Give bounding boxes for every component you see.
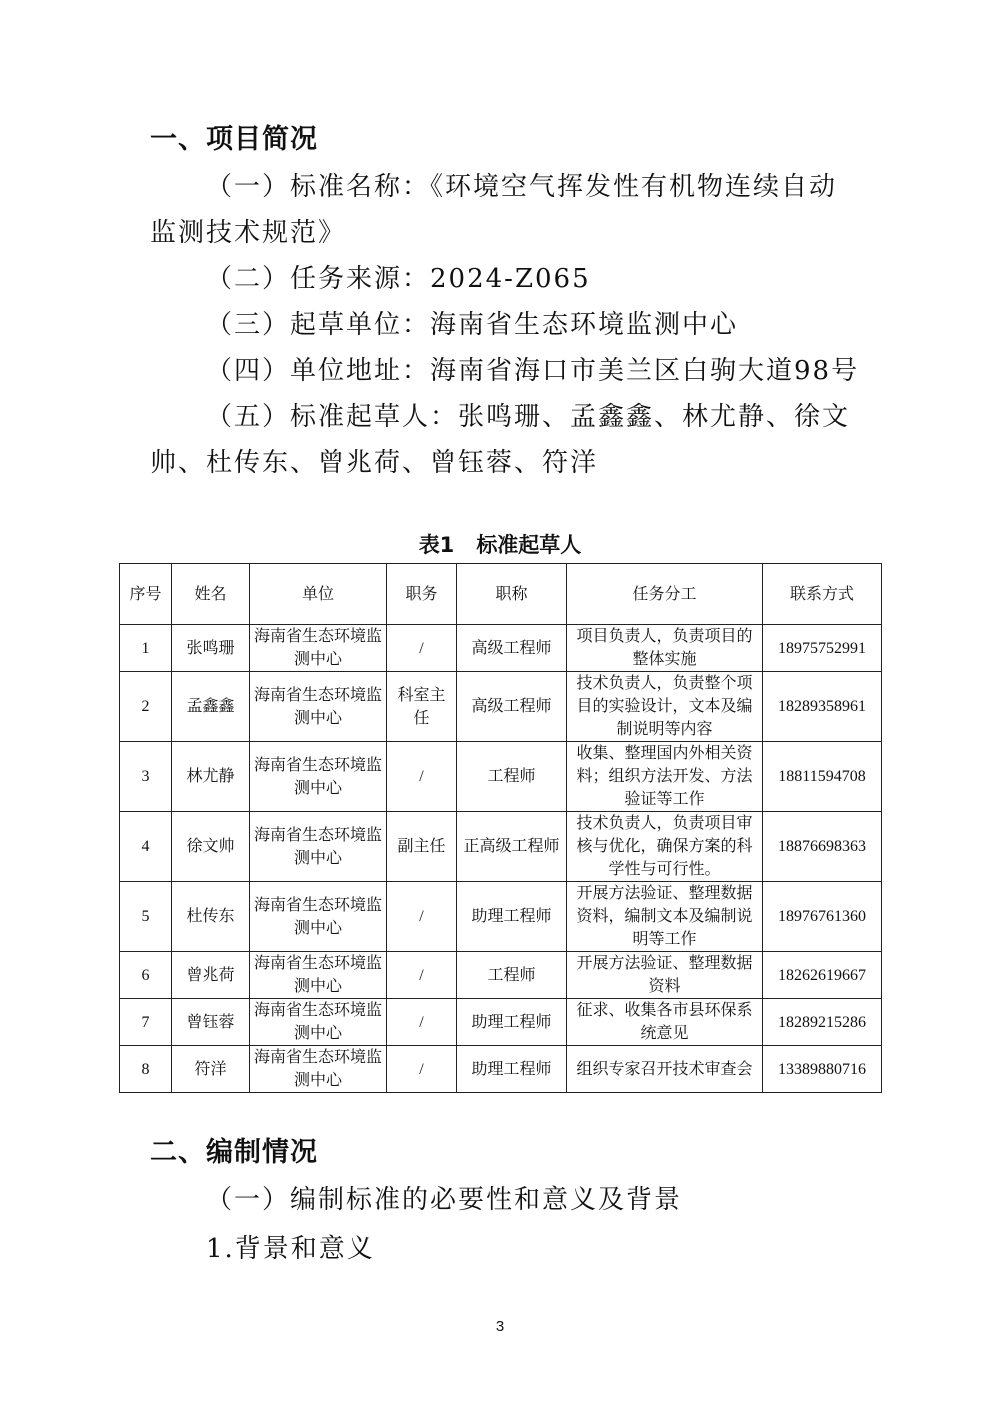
- drafters-table: [119, 563, 882, 1093]
- cell-seq: 8: [120, 1046, 172, 1093]
- cell-task: 开展方法验证、整理数据资料: [567, 952, 763, 999]
- cell-position: 科室主任: [387, 672, 457, 742]
- cell-task: 开展方法验证、整理数据资料，编制文本及编制说明等工作: [567, 882, 763, 952]
- unit-address-paragraph: （四）单位地址：海南省海口市美兰区白驹大道98号: [206, 356, 860, 386]
- header-seq: 序号: [120, 564, 172, 625]
- table-header-row: [120, 564, 882, 625]
- cell-name: 杜传东: [172, 882, 250, 952]
- cell-name: 曾钰蓉: [172, 999, 250, 1046]
- cell-position: /: [387, 625, 457, 672]
- cell-seq: 5: [120, 882, 172, 952]
- table-row: [120, 952, 882, 999]
- standard-name-paragraph: （一）标准名称：《环境空气挥发性有机物连续自动监测技术规范》: [150, 172, 838, 248]
- header-title: 职称: [457, 564, 567, 625]
- section-heading-project-overview: 一、项目简况: [150, 124, 318, 155]
- subsection-background-heading: 1.背景和意义: [206, 1234, 375, 1264]
- header-name: 姓名: [172, 564, 250, 625]
- cell-name: 林尤静: [172, 742, 250, 812]
- table-row: [120, 742, 882, 812]
- cell-unit: 海南省生态环境监测中心: [250, 1046, 387, 1093]
- header-unit: 单位: [250, 564, 387, 625]
- cell-task: 技术负责人，负责整个项目的实验设计，文本及编制说明等内容: [567, 672, 763, 742]
- table-row: [120, 1046, 882, 1093]
- cell-contact: 18811594708: [763, 742, 882, 812]
- cell-title: 工程师: [457, 742, 567, 812]
- cell-position: /: [387, 999, 457, 1046]
- cell-title: 助理工程师: [457, 1046, 567, 1093]
- cell-contact: 18289215286: [763, 999, 882, 1046]
- cell-seq: 7: [120, 999, 172, 1046]
- cell-unit: 海南省生态环境监测中心: [250, 625, 387, 672]
- table-row: [120, 625, 882, 672]
- cell-contact: 13389880716: [763, 1046, 882, 1093]
- table-caption: [0, 530, 1000, 560]
- cell-seq: 3: [120, 742, 172, 812]
- table-row: [120, 999, 882, 1046]
- cell-contact: 18876698363: [763, 812, 882, 882]
- cell-seq: 2: [120, 672, 172, 742]
- cell-task: 项目负责人，负责项目的整体实施: [567, 625, 763, 672]
- cell-contact: 18262619667: [763, 952, 882, 999]
- subsection-necessity-heading: （一）编制标准的必要性和意义及背景: [206, 1185, 683, 1215]
- cell-title: 高级工程师: [457, 625, 567, 672]
- drafters-paragraph: （五）标准起草人：张鸣珊、孟鑫鑫、林尤静、徐文帅、杜传东、曾兆荷、曾钰蓉、符洋: [150, 402, 851, 478]
- table-caption-number: 表1: [418, 533, 455, 557]
- cell-unit: 海南省生态环境监测中心: [250, 952, 387, 999]
- cell-name: 符洋: [172, 1046, 250, 1093]
- task-source-paragraph: （二）任务来源：2024-Z065: [206, 264, 591, 294]
- cell-task: 技术负责人，负责项目审核与优化，确保方案的科学性与可行性。: [567, 812, 763, 882]
- cell-contact: 18289358961: [763, 672, 882, 742]
- cell-position: /: [387, 952, 457, 999]
- cell-contact: 18976761360: [763, 882, 882, 952]
- cell-title: 助理工程师: [457, 999, 567, 1046]
- cell-position: 副主任: [387, 812, 457, 882]
- cell-unit: 海南省生态环境监测中心: [250, 999, 387, 1046]
- cell-unit: 海南省生态环境监测中心: [250, 742, 387, 812]
- cell-position: /: [387, 882, 457, 952]
- cell-task: 收集、整理国内外相关资料；组织方法开发、方法验证等工作: [567, 742, 763, 812]
- cell-name: 张鸣珊: [172, 625, 250, 672]
- cell-title: 工程师: [457, 952, 567, 999]
- cell-task: 组织专家召开技术审查会: [567, 1046, 763, 1093]
- cell-position: /: [387, 1046, 457, 1093]
- cell-task: 征求、收集各市县环保系统意见: [567, 999, 763, 1046]
- cell-unit: 海南省生态环境监测中心: [250, 882, 387, 952]
- cell-title: 高级工程师: [457, 672, 567, 742]
- header-contact: 联系方式: [763, 564, 882, 625]
- cell-seq: 6: [120, 952, 172, 999]
- table-row: [120, 812, 882, 882]
- cell-position: /: [387, 742, 457, 812]
- drafting-unit-paragraph: （三）起草单位：海南省生态环境监测中心: [206, 310, 739, 340]
- table-row: [120, 672, 882, 742]
- cell-title: 正高级工程师: [457, 812, 567, 882]
- section-heading-compilation: 二、编制情况: [150, 1137, 318, 1168]
- cell-name: 曾兆荷: [172, 952, 250, 999]
- page-number: 3: [495, 1318, 505, 1335]
- header-task: 任务分工: [567, 564, 763, 625]
- cell-name: 孟鑫鑫: [172, 672, 250, 742]
- header-position: 职务: [387, 564, 457, 625]
- table-caption-title: 标准起草人: [476, 533, 582, 557]
- cell-unit: 海南省生态环境监测中心: [250, 812, 387, 882]
- cell-seq: 4: [120, 812, 172, 882]
- cell-title: 助理工程师: [457, 882, 567, 952]
- cell-seq: 1: [120, 625, 172, 672]
- cell-contact: 18975752991: [763, 625, 882, 672]
- cell-unit: 海南省生态环境监测中心: [250, 672, 387, 742]
- table-row: [120, 882, 882, 952]
- cell-name: 徐文帅: [172, 812, 250, 882]
